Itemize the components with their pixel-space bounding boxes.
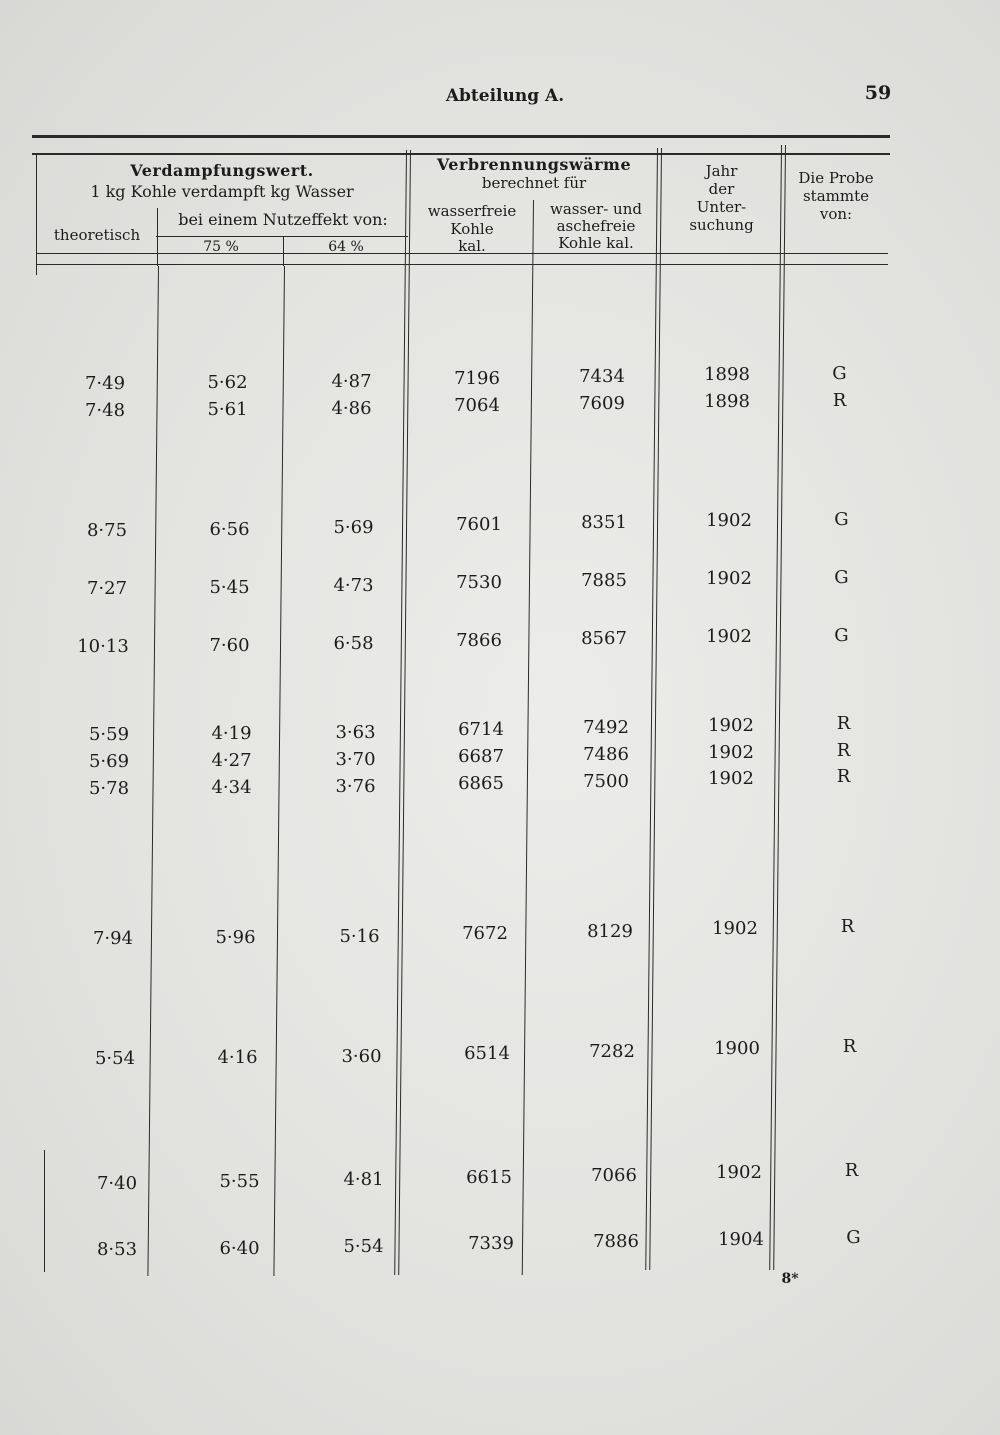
cell-probe: R bbox=[836, 713, 851, 734]
cell-aschefrei: 7885 bbox=[581, 570, 627, 591]
cell-n64: 5·69 bbox=[333, 517, 374, 538]
cell-n75: 4·16 bbox=[217, 1047, 258, 1068]
cell-n64: 4·81 bbox=[343, 1169, 384, 1190]
cell-jahr: 1902 bbox=[706, 626, 752, 647]
running-header: Abteilung A. bbox=[445, 86, 565, 106]
cell-n64: 3·60 bbox=[341, 1046, 382, 1067]
col-line-2 bbox=[283, 236, 284, 266]
cell-n64: 4·73 bbox=[333, 575, 374, 596]
header-col-75: 75 % bbox=[203, 239, 239, 255]
cell-theoretisch: 7·40 bbox=[96, 1173, 138, 1194]
cell-theoretisch: 7·49 bbox=[84, 373, 126, 394]
header-col-wasserfreie-3: kal. bbox=[458, 237, 486, 255]
cell-n75: 5·62 bbox=[207, 372, 248, 393]
cell-jahr: 1898 bbox=[704, 391, 750, 412]
header-col-probe-2: stammte bbox=[802, 187, 870, 205]
header-col-64: 64 % bbox=[328, 239, 364, 255]
cell-jahr: 1902 bbox=[708, 742, 754, 763]
cell-jahr: 1900 bbox=[714, 1038, 760, 1059]
table-top-rule-thick bbox=[32, 135, 890, 138]
cell-wasserfrei: 6865 bbox=[458, 773, 504, 794]
cell-jahr: 1902 bbox=[712, 918, 758, 939]
cell-jahr: 1902 bbox=[706, 568, 752, 589]
cell-aschefrei: 7609 bbox=[579, 393, 625, 414]
page-number: 59 bbox=[864, 82, 892, 104]
header-verdampfung-sub: 1 kg Kohle verdampft kg Wasser bbox=[90, 182, 354, 201]
cell-n64: 4·87 bbox=[331, 371, 372, 392]
cell-theoretisch: 5·54 bbox=[94, 1048, 136, 1069]
header-col-theoretisch: theoretisch bbox=[53, 226, 141, 244]
col-line-left bbox=[36, 155, 37, 275]
cell-n75: 5·61 bbox=[207, 399, 248, 420]
cell-jahr: 1902 bbox=[716, 1162, 762, 1183]
cell-probe: R bbox=[840, 916, 855, 937]
cell-aschefrei: 7066 bbox=[591, 1165, 637, 1186]
header-col-jahr-4: suchung bbox=[689, 216, 754, 234]
cell-jahr: 1902 bbox=[708, 768, 754, 789]
header-bottom-rule-2 bbox=[36, 264, 888, 265]
cell-aschefrei: 7500 bbox=[583, 771, 629, 792]
col-line-1 bbox=[157, 208, 158, 266]
cell-probe: R bbox=[842, 1036, 857, 1057]
header-col-aschefreie-1: wasser- und bbox=[550, 200, 642, 218]
col-line-left-body bbox=[44, 1150, 45, 1272]
cell-probe: G bbox=[834, 625, 849, 646]
cell-wasserfrei: 7530 bbox=[456, 572, 502, 593]
header-col-wasserfreie-1: wasserfreie bbox=[427, 202, 517, 220]
cell-aschefrei: 7486 bbox=[583, 744, 629, 765]
cell-probe: R bbox=[836, 766, 851, 787]
cell-theoretisch: 7·27 bbox=[86, 578, 128, 599]
cell-n64: 3·76 bbox=[335, 776, 376, 797]
cell-probe: R bbox=[844, 1160, 859, 1181]
header-verbrennung-sub: berechnet für bbox=[481, 174, 587, 192]
cell-jahr: 1902 bbox=[708, 715, 754, 736]
cell-wasserfrei: 6687 bbox=[458, 746, 504, 767]
cell-n64: 6·58 bbox=[333, 633, 374, 654]
cell-theoretisch: 10·13 bbox=[77, 636, 129, 657]
cell-jahr: 1904 bbox=[718, 1229, 764, 1250]
header-col-aschefreie-3: Kohle kal. bbox=[558, 234, 634, 252]
cell-theoretisch: 5·59 bbox=[88, 724, 130, 745]
cell-theoretisch: 5·78 bbox=[88, 778, 130, 799]
cell-wasserfrei: 7672 bbox=[462, 923, 508, 944]
cell-probe: G bbox=[846, 1227, 861, 1248]
cell-probe: R bbox=[832, 390, 847, 411]
cell-n75: 4·19 bbox=[211, 723, 252, 744]
cell-theoretisch: 7·48 bbox=[84, 400, 126, 421]
cell-probe: G bbox=[834, 509, 849, 530]
cell-aschefrei: 8129 bbox=[587, 921, 633, 942]
cell-n75: 5·55 bbox=[219, 1171, 260, 1192]
cell-wasserfrei: 7196 bbox=[454, 368, 500, 389]
header-col-wasserfreie-2: Kohle bbox=[450, 220, 494, 238]
cell-n75: 6·40 bbox=[219, 1238, 260, 1259]
header-col-probe-1: Die Probe bbox=[798, 169, 874, 187]
header-verdampfung-title: Verdampfungswert. bbox=[130, 161, 314, 180]
cell-n75: 4·27 bbox=[211, 750, 252, 771]
cell-probe: G bbox=[834, 567, 849, 588]
cell-wasserfrei: 7339 bbox=[468, 1233, 514, 1254]
cell-n75: 7·60 bbox=[209, 635, 250, 656]
cell-wasserfrei: 7064 bbox=[454, 395, 500, 416]
cell-theoretisch: 7·94 bbox=[92, 928, 134, 949]
cell-n64: 5·16 bbox=[339, 926, 380, 947]
cell-probe: G bbox=[832, 363, 847, 384]
cell-aschefrei: 7434 bbox=[579, 366, 625, 387]
header-col-jahr-1: Jahr bbox=[705, 162, 738, 180]
cell-n75: 4·34 bbox=[211, 777, 252, 798]
signature-mark: 8* bbox=[781, 1271, 799, 1287]
cell-n64: 5·54 bbox=[343, 1236, 384, 1257]
cell-aschefrei: 8351 bbox=[581, 512, 627, 533]
cell-n64: 3·63 bbox=[335, 722, 376, 743]
cell-n64: 4·86 bbox=[331, 398, 372, 419]
cell-wasserfrei: 7601 bbox=[456, 514, 502, 535]
cell-theoretisch: 8·75 bbox=[86, 520, 128, 541]
header-col-jahr-3: Unter- bbox=[696, 198, 747, 216]
cell-probe: R bbox=[836, 740, 851, 761]
cell-wasserfrei: 6714 bbox=[458, 719, 504, 740]
header-col-jahr-2: der bbox=[708, 180, 735, 198]
cell-aschefrei: 7886 bbox=[593, 1231, 639, 1252]
header-col-probe-3: von: bbox=[819, 205, 853, 223]
cell-aschefrei: 7282 bbox=[589, 1041, 635, 1062]
header-verbrennung-title: Verbrennungswärme bbox=[436, 155, 632, 174]
header-nutzeffekt: bei einem Nutzeffekt von: bbox=[178, 210, 388, 229]
cell-n75: 5·45 bbox=[209, 577, 250, 598]
cell-jahr: 1902 bbox=[706, 510, 752, 531]
verdampfung-subrule bbox=[156, 236, 408, 237]
cell-wasserfrei: 6514 bbox=[464, 1043, 510, 1064]
cell-aschefrei: 8567 bbox=[581, 628, 627, 649]
cell-jahr: 1898 bbox=[704, 364, 750, 385]
cell-n75: 6·56 bbox=[209, 519, 250, 540]
cell-wasserfrei: 7866 bbox=[456, 630, 502, 651]
cell-aschefrei: 7492 bbox=[583, 717, 629, 738]
header-col-aschefreie-2: aschefreie bbox=[556, 217, 636, 235]
cell-theoretisch: 8·53 bbox=[96, 1239, 138, 1260]
cell-n64: 3·70 bbox=[335, 749, 376, 770]
cell-n75: 5·96 bbox=[215, 927, 256, 948]
cell-wasserfrei: 6615 bbox=[466, 1167, 512, 1188]
cell-theoretisch: 5·69 bbox=[88, 751, 130, 772]
